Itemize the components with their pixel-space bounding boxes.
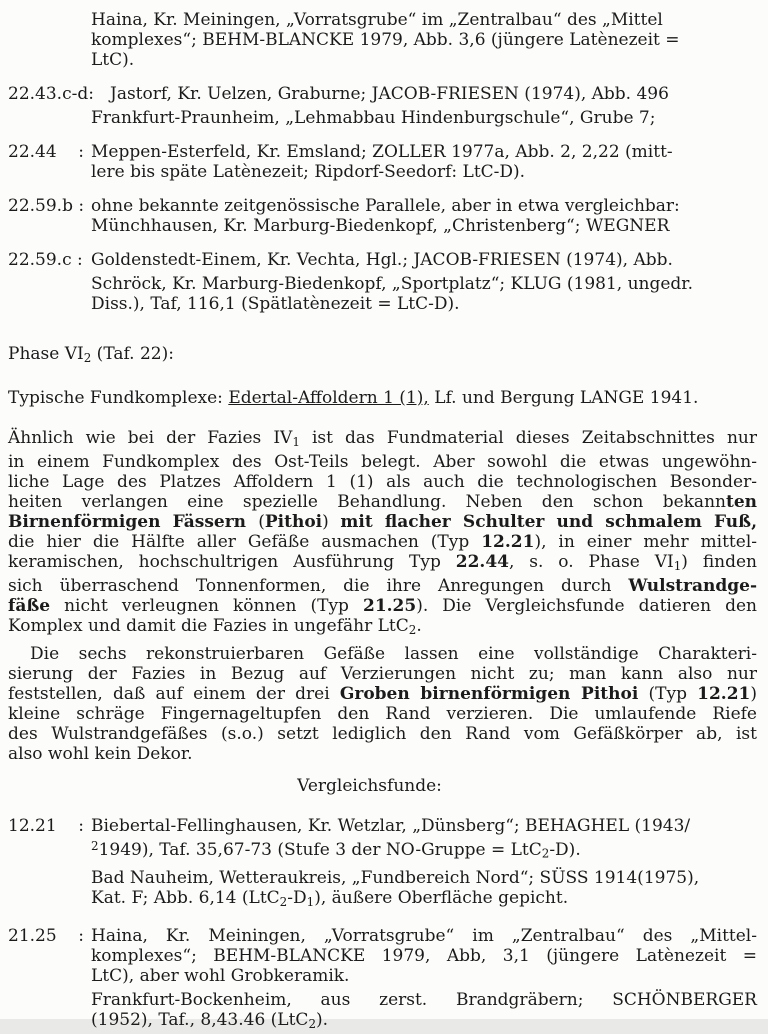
text-segment: . — [416, 615, 422, 636]
text-segment: 2 — [279, 894, 288, 909]
reference-entry — [8, 926, 757, 1034]
text-segment: feststellen, daß auf einem der drei — [8, 683, 340, 704]
text-segment: heiten verlangen eine spezielle Behandlung. Neben den schon bekann — [8, 491, 726, 512]
text-line — [91, 836, 757, 864]
text-segment: komplexes“; BEHM-BLANCKE 1979, Abb, 3,1 (jüngere Latènezeit = — [91, 945, 757, 966]
reference-entry — [8, 196, 757, 236]
text-segment: Phase VI — [8, 344, 84, 364]
text-segment: Bad Nauheim, Wetteraukreis, „Fundbereich Nord“; SÜSS 1914(1975), — [91, 867, 700, 888]
text-segment: Typische Fundkomplexe: — [8, 387, 229, 408]
text-segment: mit flacher Schulter und schmalem Fuß, — [340, 511, 757, 532]
text-segment: ) — [322, 511, 341, 532]
text-segment: Wulstrandge- — [628, 575, 757, 596]
paragraph — [91, 926, 757, 986]
text-segment: ), in einer mehr mittel- — [534, 531, 758, 552]
text-line — [8, 452, 757, 472]
text-segment: 22.44 — [455, 551, 509, 572]
text-line — [8, 532, 757, 552]
text-segment: -D). — [549, 839, 581, 860]
text-segment: Biebertal-Fellinghausen, Kr. Wetzlar, „Dünsberg“; BEHAGHEL (1943/ — [91, 815, 691, 836]
text-segment: Lf. und Bergung LANGE 1941. — [428, 387, 699, 408]
paragraph — [91, 142, 757, 182]
text-segment: Frankfurt-Praunheim, „Lehmabbau Hindenburgschule“, Grube 7; — [91, 108, 656, 128]
entry-type-label: 22.59.b : — [8, 196, 85, 216]
paragraph — [91, 816, 757, 864]
text-segment: Birnenförmigen Fässern — [8, 511, 259, 532]
text-line — [8, 576, 757, 596]
text-segment: (1952), Taf., 8,43.46 (LtC — [91, 1009, 309, 1030]
text-line — [8, 552, 757, 576]
text-line — [8, 664, 757, 684]
text-segment: nicht verleugnen können (Typ — [50, 595, 363, 616]
text-segment: Edertal-Affoldern 1 (1), — [228, 387, 429, 408]
text-segment: Jastorf, Kr. Uelzen, Graburne; JACOB-FRIESEN (1974), Abb. 496 — [110, 84, 669, 104]
text-line — [8, 596, 757, 616]
text-segment: Haina, Kr. Meiningen, „Vorratsgrube“ im „Zentralbau“ des „Mittel- — [91, 925, 757, 946]
text-segment: Haina, Kr. Meiningen, „Vorratsgrube“ im „Zentralbau“ des „Mittel — [91, 10, 663, 30]
text-segment: LtC), aber wohl Grobkeramik. — [91, 965, 350, 986]
text-segment: 12.21 — [697, 683, 751, 704]
text-line — [8, 616, 757, 640]
text-segment: Komplex und damit die Fazies in ungefähr LtC — [8, 615, 409, 636]
text-segment: kleine schräge Fingernageltupfen den Rand verzieren. Die umlaufende Riefe — [8, 703, 757, 724]
text-segment: 2 — [91, 838, 99, 853]
text-line — [91, 216, 757, 236]
paragraph — [91, 250, 757, 270]
text-segment: komplexes“; BEHM-BLANCKE 1979, Abb. 3,6 (jüngere Latènezeit = — [91, 30, 680, 50]
text-segment: des Wulstrandgefäßes (s.o.) setzt lediglich den Rand vom Gefäßkörper ab, ist — [8, 723, 757, 744]
text-segment: 1 — [306, 894, 315, 909]
text-segment: liche Lage des Platzes Affoldern 1 (1) als auch die technologischen Besonder- — [8, 471, 757, 492]
reference-entry — [8, 816, 757, 912]
text-segment: LtC). — [91, 50, 135, 70]
text-segment: ten — [725, 491, 757, 512]
text-segment: in einem Fundkomplex des Ost-Teils belegt. Aber sowohl die etwas ungewöhn- — [8, 451, 757, 472]
text-segment: die hier die Hälfte aller Gefäße ausmachen (Typ — [8, 531, 482, 552]
text-segment: 12.21 — [481, 531, 535, 552]
reference-entry — [8, 84, 757, 128]
text-segment: Ähnlich wie bei der Fazies IV — [8, 427, 293, 448]
text-segment: ist das Fundmaterial dieses Zeitabschnittes nur — [299, 427, 757, 448]
text-segment: 1 — [673, 558, 682, 573]
text-line — [91, 250, 757, 270]
text-segment: ). Die Vergleichsfunde datieren den — [416, 595, 758, 616]
entry-type-label: 21.25 : — [8, 925, 85, 946]
text-segment: Diss.), Taf, 116,1 (Spätlatènezeit = LtC-D). — [91, 294, 460, 314]
entry-type-label: 22.43.c-d: — [8, 84, 94, 104]
text-line — [91, 50, 757, 70]
text-segment: 2 — [408, 622, 417, 637]
text-segment: ohne bekannte zeitgenössische Parallele, aber in etwa vergleichbar: — [91, 196, 680, 216]
text-segment: keramischen, hochschultrigen Ausführung Typ — [8, 551, 456, 572]
text-segment: (Taf. 22): — [91, 344, 174, 364]
text-segment: 1949), Taf. 35,67-73 (Stufe 3 der NO-Gruppe = LtC — [98, 839, 542, 860]
paragraph — [91, 84, 757, 104]
text-segment: also wohl kein Dekor. — [8, 743, 193, 764]
paragraph — [8, 428, 757, 640]
text-line — [91, 142, 757, 162]
phase-heading — [8, 344, 757, 368]
text-line — [91, 926, 757, 946]
paragraph — [91, 990, 757, 1034]
text-line — [8, 684, 757, 704]
entry-type-label: 22.44 : — [8, 142, 85, 162]
text-segment: 21.25 — [362, 595, 417, 616]
paragraph — [91, 868, 757, 912]
text-line — [8, 512, 757, 532]
text-line — [91, 108, 757, 128]
text-line — [91, 946, 757, 966]
text-segment: ( — [258, 511, 265, 532]
text-line — [8, 428, 757, 452]
paragraph — [91, 10, 757, 70]
text-segment: Groben birnenförmigen Pithoi — [339, 683, 639, 704]
text-segment: Goldenstedt-Einem, Kr. Vechta, Hgl.; JACOB-FRIESEN (1974), Abb. — [91, 250, 673, 270]
text-line — [91, 294, 757, 314]
text-line — [91, 10, 757, 30]
text-segment: sich überraschend Tonnenformen, die ihre Anregungen durch — [8, 575, 629, 596]
text-segment: 1 — [292, 434, 300, 449]
text-line — [91, 196, 757, 216]
text-line — [91, 84, 757, 104]
text-segment: fäße — [8, 595, 51, 616]
text-line — [91, 816, 757, 836]
reference-entry — [8, 10, 757, 70]
paragraph — [91, 108, 757, 128]
text-segment: Kat. F; Abb. 6,14 (LtC — [91, 887, 280, 908]
paragraph — [8, 644, 757, 764]
text-segment: Die sechs rekonstruierbaren Gefäße lassen eine vollständige Charakteri- — [30, 643, 757, 664]
text-segment: ) — [750, 683, 758, 704]
text-segment: (Typ — [638, 683, 698, 704]
text-line — [8, 492, 757, 512]
text-line — [8, 744, 757, 764]
text-segment: ). — [316, 1009, 329, 1030]
text-line — [91, 30, 757, 50]
text-segment: lere bis späte Latènezeit; Ripdorf-Seedorf: LtC-D). — [91, 162, 526, 182]
text-line — [8, 472, 757, 492]
text-segment: 2 — [83, 350, 92, 365]
text-line — [91, 274, 757, 294]
text-segment: -D — [287, 887, 307, 908]
text-segment: Frankfurt-Bockenheim, aus zerst. Brandgräbern; SCHÖNBERGER — [91, 989, 757, 1010]
text-line — [8, 724, 757, 744]
text-segment: Pithoi — [264, 511, 323, 532]
text-line — [8, 644, 757, 664]
text-line — [8, 704, 757, 724]
text-segment: 2 — [308, 1016, 317, 1031]
entry-type-label: 22.59.c : — [8, 250, 83, 270]
text-segment: Münchhausen, Kr. Marburg-Biedenkopf, „Christenberg“; WEGNER — [91, 216, 670, 236]
reference-list-bottom — [8, 816, 757, 1034]
text-line — [91, 990, 757, 1010]
paragraph — [91, 196, 757, 236]
text-segment: Schröck, Kr. Marburg-Biedenkopf, „Sportplatz“; KLUG (1981, ungedr. — [91, 274, 693, 294]
reference-entry — [8, 250, 757, 314]
text-line — [91, 868, 757, 888]
text-line — [91, 162, 757, 182]
typical-complexes-line — [8, 388, 757, 408]
text-segment: , s. o. Phase VI — [508, 551, 674, 572]
entry-type-label: 12.21 : — [8, 815, 85, 836]
text-segment: ) finden — [681, 551, 757, 572]
comparison-finds-heading: Vergleichsfunde: — [297, 775, 442, 796]
paragraph — [91, 274, 757, 314]
text-line — [91, 966, 757, 986]
text-segment: ), äußere Oberfläche gepicht. — [314, 887, 569, 908]
text-line — [91, 1010, 757, 1034]
text-segment: 2 — [541, 846, 550, 861]
reference-entry — [8, 142, 757, 182]
text-line — [91, 888, 757, 912]
body-paragraphs — [8, 428, 757, 764]
reference-list-top — [8, 10, 757, 314]
text-segment: Meppen-Esterfeld, Kr. Emsland; ZOLLER 1977a, Abb. 2, 2,22 (mitt- — [91, 142, 673, 162]
text-segment: sierung der Fazies in Bezug auf Verzierungen nicht zu; man kann also nur — [8, 663, 757, 684]
